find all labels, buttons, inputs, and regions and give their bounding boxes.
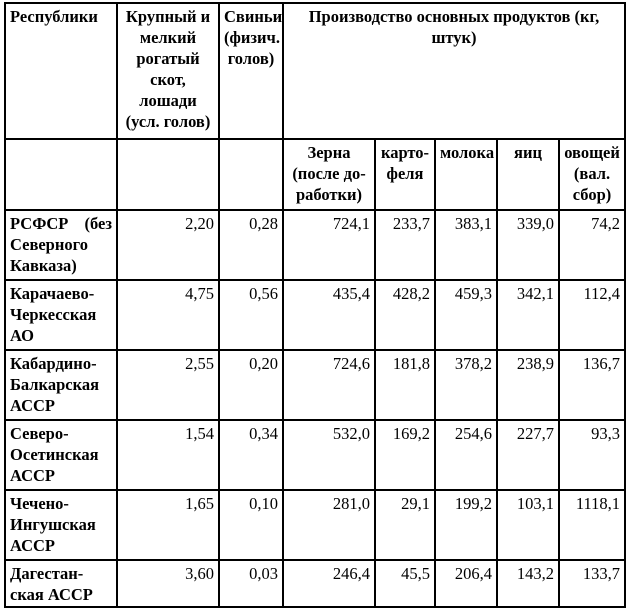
- header-row: [5, 3, 625, 139]
- subheader-empty: [117, 139, 219, 210]
- cell-vegetables: 93,3: [559, 420, 625, 490]
- cell-pigs: 0,34: [219, 420, 283, 490]
- cell-eggs: 143,2: [497, 560, 559, 607]
- cell-vegetables: 133,7: [559, 560, 625, 607]
- cell-eggs: 103,1: [497, 490, 559, 560]
- cell-vegetables: 136,7: [559, 350, 625, 420]
- cell-pigs: 0,56: [219, 280, 283, 350]
- subheader-potato: карто-феля: [375, 139, 435, 210]
- cell-potato: 45,5: [375, 560, 435, 607]
- cell-eggs: 227,7: [497, 420, 559, 490]
- cell-milk: 383,1: [435, 210, 497, 280]
- table-row: [5, 210, 625, 280]
- cell-cattle: 4,75: [117, 280, 219, 350]
- cell-vegetables: 112,4: [559, 280, 625, 350]
- cell-milk: 254,6: [435, 420, 497, 490]
- table-row: [5, 490, 625, 560]
- header-cattle: Крупный и мелкий рогатый скот, лошади (усл. голов): [117, 3, 219, 139]
- cell-milk: 378,2: [435, 350, 497, 420]
- cell-potato: 233,7: [375, 210, 435, 280]
- subheader-grain: Зерна (после до-работки): [283, 139, 375, 210]
- cell-pigs: 0,03: [219, 560, 283, 607]
- cell-milk: 459,3: [435, 280, 497, 350]
- cell-milk: 199,2: [435, 490, 497, 560]
- republic-name: Карачаево-Черкесская АО: [5, 280, 117, 350]
- cell-potato: 428,2: [375, 280, 435, 350]
- republic-name: Северо-Осетинская АССР: [5, 420, 117, 490]
- cell-potato: 169,2: [375, 420, 435, 490]
- cell-eggs: 342,1: [497, 280, 559, 350]
- statistics-table: [4, 2, 626, 608]
- cell-vegetables: 1118,1: [559, 490, 625, 560]
- cell-grain: 246,4: [283, 560, 375, 607]
- table-row: [5, 350, 625, 420]
- subheader-empty: [5, 139, 117, 210]
- cell-grain: 435,4: [283, 280, 375, 350]
- cell-pigs: 0,28: [219, 210, 283, 280]
- header-pigs: Свиньи (физич. голов): [219, 3, 283, 139]
- cell-potato: 181,8: [375, 350, 435, 420]
- cell-grain: 724,6: [283, 350, 375, 420]
- cell-eggs: 339,0: [497, 210, 559, 280]
- republic-name: РСФСР (без Северного Кавказа): [5, 210, 117, 280]
- republic-name: Чечено-Ингушская АССР: [5, 490, 117, 560]
- republic-name: Кабардино-Балкарская АССР: [5, 350, 117, 420]
- subheader-eggs: яиц: [497, 139, 559, 210]
- subheader-vegetables: овощей (вал. сбор): [559, 139, 625, 210]
- cell-cattle: 3,60: [117, 560, 219, 607]
- cell-cattle: 2,20: [117, 210, 219, 280]
- header-republic: Республики: [5, 3, 117, 139]
- cell-milk: 206,4: [435, 560, 497, 607]
- cell-potato: 29,1: [375, 490, 435, 560]
- cell-eggs: 238,9: [497, 350, 559, 420]
- cell-cattle: 1,54: [117, 420, 219, 490]
- cell-vegetables: 74,2: [559, 210, 625, 280]
- table-row: [5, 280, 625, 350]
- republic-name: Дагестан-ская АССР: [5, 560, 117, 607]
- table-row: [5, 420, 625, 490]
- subheader-empty: [219, 139, 283, 210]
- cell-pigs: 0,10: [219, 490, 283, 560]
- cell-grain: 281,0: [283, 490, 375, 560]
- header-production: Производство основных продуктов (кг, штук): [283, 3, 625, 139]
- cell-grain: 724,1: [283, 210, 375, 280]
- cell-cattle: 2,55: [117, 350, 219, 420]
- cell-cattle: 1,65: [117, 490, 219, 560]
- subheader-row: [5, 139, 625, 210]
- subheader-milk: молока: [435, 139, 497, 210]
- cell-pigs: 0,20: [219, 350, 283, 420]
- cell-grain: 532,0: [283, 420, 375, 490]
